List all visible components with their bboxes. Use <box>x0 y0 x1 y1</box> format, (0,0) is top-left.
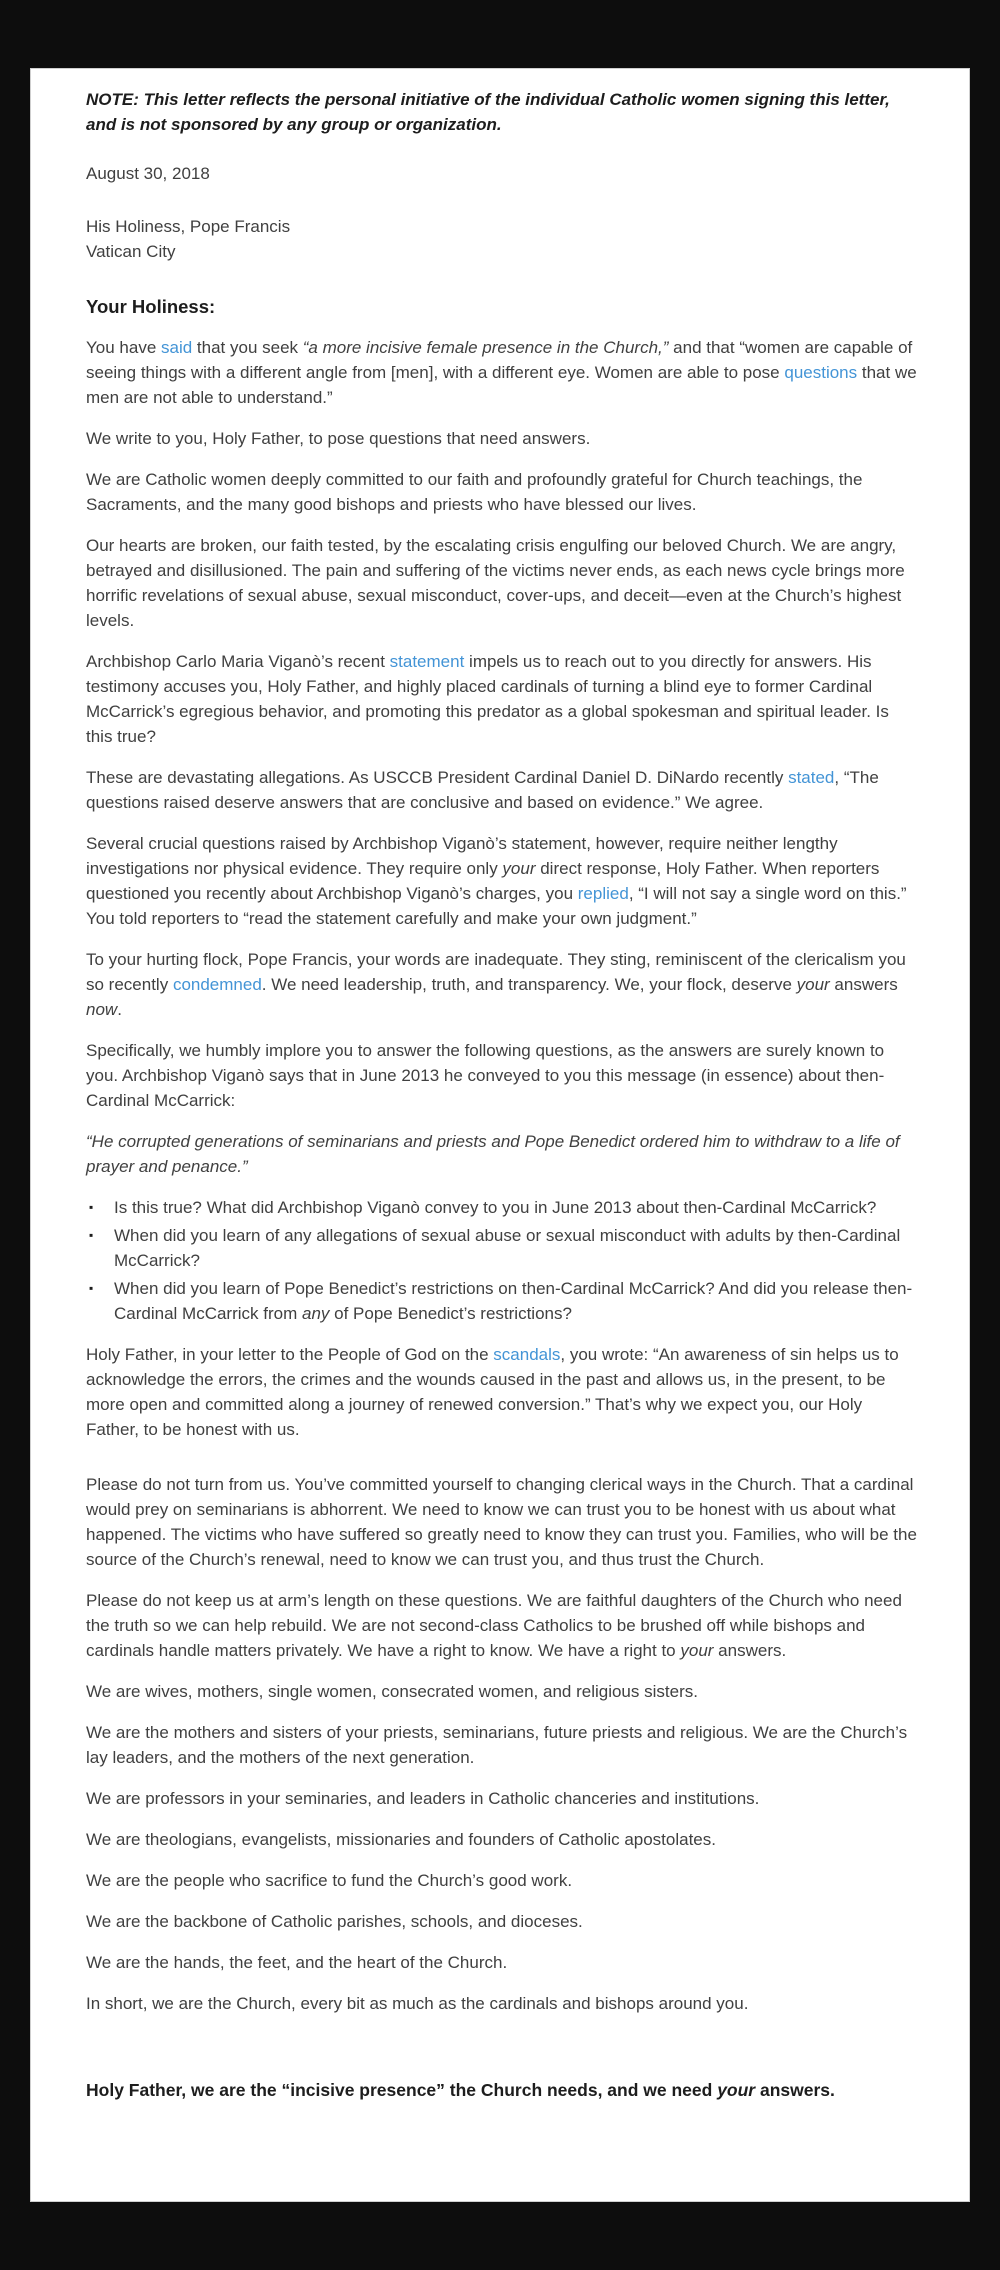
paragraph <box>86 1909 919 1934</box>
paragraph <box>86 1827 919 1852</box>
text-run: . We need leadership, truth, and transparency. We, your flock, deserve <box>261 975 797 994</box>
bullet-item <box>86 1195 919 1220</box>
text-run: your <box>502 859 536 878</box>
bullet-marker-icon: ▪ <box>89 1228 94 1242</box>
paragraph <box>86 1991 919 2016</box>
paragraph <box>86 947 919 1022</box>
text-run: that we men are not able to understand.” <box>86 363 917 407</box>
paragraph <box>86 1342 919 1442</box>
text-run: We are theologians, evangelists, missionaries and founders of Catholic apostolates. <box>86 1830 716 1849</box>
text-run: answers. <box>713 1641 787 1660</box>
text-run: Is this true? What did Archbishop Viganò convey to you in June 2013 about then-Cardinal McCarrick? <box>114 1198 877 1217</box>
recipient-line: Vatican City <box>86 242 176 261</box>
text-run: We are the mothers and sisters of your priests, seminarians, future priests and religious. We are the Church’s lay leaders, and the mothers of the next generation. <box>86 1723 908 1767</box>
text-run: , “I will not say a single word on this.” You told reporters to “read the statement carefully and make your own judgment.” <box>86 884 907 928</box>
text-run: When did you learn of any allegations of sexual abuse or sexual misconduct with adults by then-Cardinal McCarrick? <box>114 1226 901 1270</box>
text-run: In short, we are the Church, every bit as much as the cardinals and bishops around you. <box>86 1994 749 2013</box>
text-run: We are Catholic women deeply committed to our faith and profoundly grateful for Church teachings, the Sacraments, and the many good bishops and priests who have blessed our lives. <box>86 470 863 514</box>
bullet-item <box>86 1223 919 1273</box>
letter-body <box>86 335 919 2103</box>
text-run: “He corrupted generations of seminarians and priests and Pope Benedict ordered him to withdraw to a life of prayer and penance.” <box>86 1132 900 1176</box>
paragraph <box>86 1038 919 1113</box>
paragraph <box>86 1472 919 1572</box>
bullet-marker-icon: ▪ <box>89 1281 94 1295</box>
text-run: of Pope Benedict’s restrictions? <box>329 1304 572 1323</box>
text-run: We are the backbone of Catholic parishes, schools, and dioceses. <box>86 1912 583 1931</box>
paragraph <box>86 533 919 633</box>
text-run: Please do not turn from us. You’ve committed yourself to changing clerical ways in the Church. That a cardinal would prey on seminarians is abhorrent. We need to know we can trust you to be honest with us about what happened. The victims who have suffered so greatly need to know they can trust you. Families, who will be the source of the Church’s renewal, need to know we can trust you, and thus trust the Church. <box>86 1475 917 1569</box>
paragraph <box>86 426 919 451</box>
text-run: your <box>796 975 830 994</box>
paragraph <box>86 1588 919 1663</box>
text-run: . <box>117 1000 122 1019</box>
text-run: answers <box>829 975 898 994</box>
text-run: Holy Father, in your letter to the People of God on the <box>86 1345 494 1364</box>
paragraph <box>86 1786 919 1811</box>
text-run: direct response, Holy Father. When reporters questioned you recently about Archbishop Viganò’s charges, you <box>86 859 880 903</box>
text-run: You have <box>86 338 161 357</box>
text-run: impels us to reach out to you directly for answers. His testimony accuses you, Holy Father, and highly placed cardinals of turning a blind eye to former Cardinal McCarrick’s egregious behavior, and promoting this predator as a global spokesman and spiritual leader. Is this true? <box>86 652 889 746</box>
text-run: , “The questions raised deserve answers that are conclusive and based on evidence.” We agree. <box>86 768 879 812</box>
text-run: We are the hands, the feet, and the heart of the Church. <box>86 1953 508 1972</box>
text-run: Archbishop Carlo Maria Viganò’s recent <box>86 652 390 671</box>
text-run: Specifically, we humbly implore you to answer the following questions, as the answers are surely known to you. Archbishop Viganò says that in June 2013 he conveyed to you this message (in essence) about then-Cardinal McCarrick: <box>86 1041 885 1110</box>
text-run: Holy Father, we are the “incisive presence” the Church needs, and we need <box>86 2080 718 2100</box>
bullet-marker-icon: ▪ <box>89 1200 94 1214</box>
text-run: Several crucial questions raised by Archbishop Viganò’s statement, however, require neither lengthy investigations nor physical evidence. They require only <box>86 834 838 878</box>
closing-statement <box>86 2078 919 2103</box>
paragraph <box>86 467 919 517</box>
inline-link[interactable]: scandals <box>493 1345 561 1364</box>
text-run: These are devastating allegations. As USCCB President Cardinal Daniel D. DiNardo recently <box>86 768 789 787</box>
inline-link[interactable]: statement <box>389 652 465 671</box>
letter-document <box>30 68 970 2202</box>
salutation: Your Holiness: <box>86 296 216 317</box>
block-quote <box>86 1129 919 1179</box>
recipient-line: His Holiness, Pope Francis <box>86 217 291 236</box>
inline-link[interactable]: said <box>161 338 193 357</box>
paragraph <box>86 649 919 749</box>
text-run: any <box>301 1304 330 1323</box>
recipient-address <box>86 214 919 264</box>
text-run: To your hurting flock, Pope Francis, your words are inadequate. They sting, reminiscent of the clericalism you so recently <box>86 950 906 994</box>
paragraph <box>86 765 919 815</box>
text-run: , you wrote: “An awareness of sin helps us to acknowledge the errors, the crimes and the wounds caused in the past and allows us, in the present, to be more open and committed along a journey of renewed conversion.” That’s why we expect you, our Holy Father, to be honest with us. <box>86 1345 899 1439</box>
bullet-item <box>86 1276 919 1326</box>
text-run: We are the people who sacrifice to fund the Church’s good work. <box>86 1871 573 1890</box>
text-run: that you seek <box>192 338 303 357</box>
text-run: We are wives, mothers, single women, consecrated women, and religious sisters. <box>86 1682 698 1701</box>
text-run: Our hearts are broken, our faith tested, by the escalating crisis engulfing our beloved Church. We are angry, betrayed and disillusioned. The pain and suffering of the victims never ends, as each news cycle brings more horrific revelations of sexual abuse, sexual misconduct, cover-ups, and deceit—even at the Church’s highest levels. <box>86 536 905 630</box>
paragraph <box>86 831 919 931</box>
text-run: We are professors in your seminaries, and leaders in Catholic chanceries and institutions. <box>86 1789 760 1808</box>
text-run: and that “women are capable of seeing things with a different angle from [men], with a different eye. Women are able to pose <box>86 338 913 382</box>
paragraph <box>86 1868 919 1893</box>
paragraph <box>86 1679 919 1704</box>
paragraph <box>86 1720 919 1770</box>
text-run: “a more incisive female presence in the Church,” <box>302 338 669 357</box>
inline-link[interactable]: replied <box>577 884 629 903</box>
text-run: When did you learn of Pope Benedict’s restrictions on then-Cardinal McCarrick? And did you release then-Cardinal McCarrick from <box>114 1279 913 1323</box>
inline-link[interactable]: questions <box>784 363 858 382</box>
disclaimer-note: NOTE: This letter reflects the personal initiative of the individual Catholic women signing this letter, and is not sponsored by any group or organization. <box>86 90 890 134</box>
inline-link[interactable]: condemned <box>172 975 262 994</box>
text-run: now <box>86 1000 118 1019</box>
text-run: We write to you, Holy Father, to pose questions that need answers. <box>86 429 591 448</box>
text-run: answers. <box>755 2080 835 2100</box>
paragraph <box>86 1950 919 1975</box>
text-run: your <box>717 2080 756 2100</box>
bullet-list <box>86 1195 919 1326</box>
text-run: your <box>680 1641 714 1660</box>
text-run: Please do not keep us at arm’s length on these questions. We are faithful daughters of the Church who need the truth so we can help rebuild. We are not second-class Catholics to be brushed off while bishops and cardinals handle matters privately. We have a right to know. We have a right to <box>86 1591 902 1660</box>
inline-link[interactable]: stated <box>788 768 835 787</box>
paragraph <box>86 335 919 410</box>
letter-date: August 30, 2018 <box>86 164 210 183</box>
